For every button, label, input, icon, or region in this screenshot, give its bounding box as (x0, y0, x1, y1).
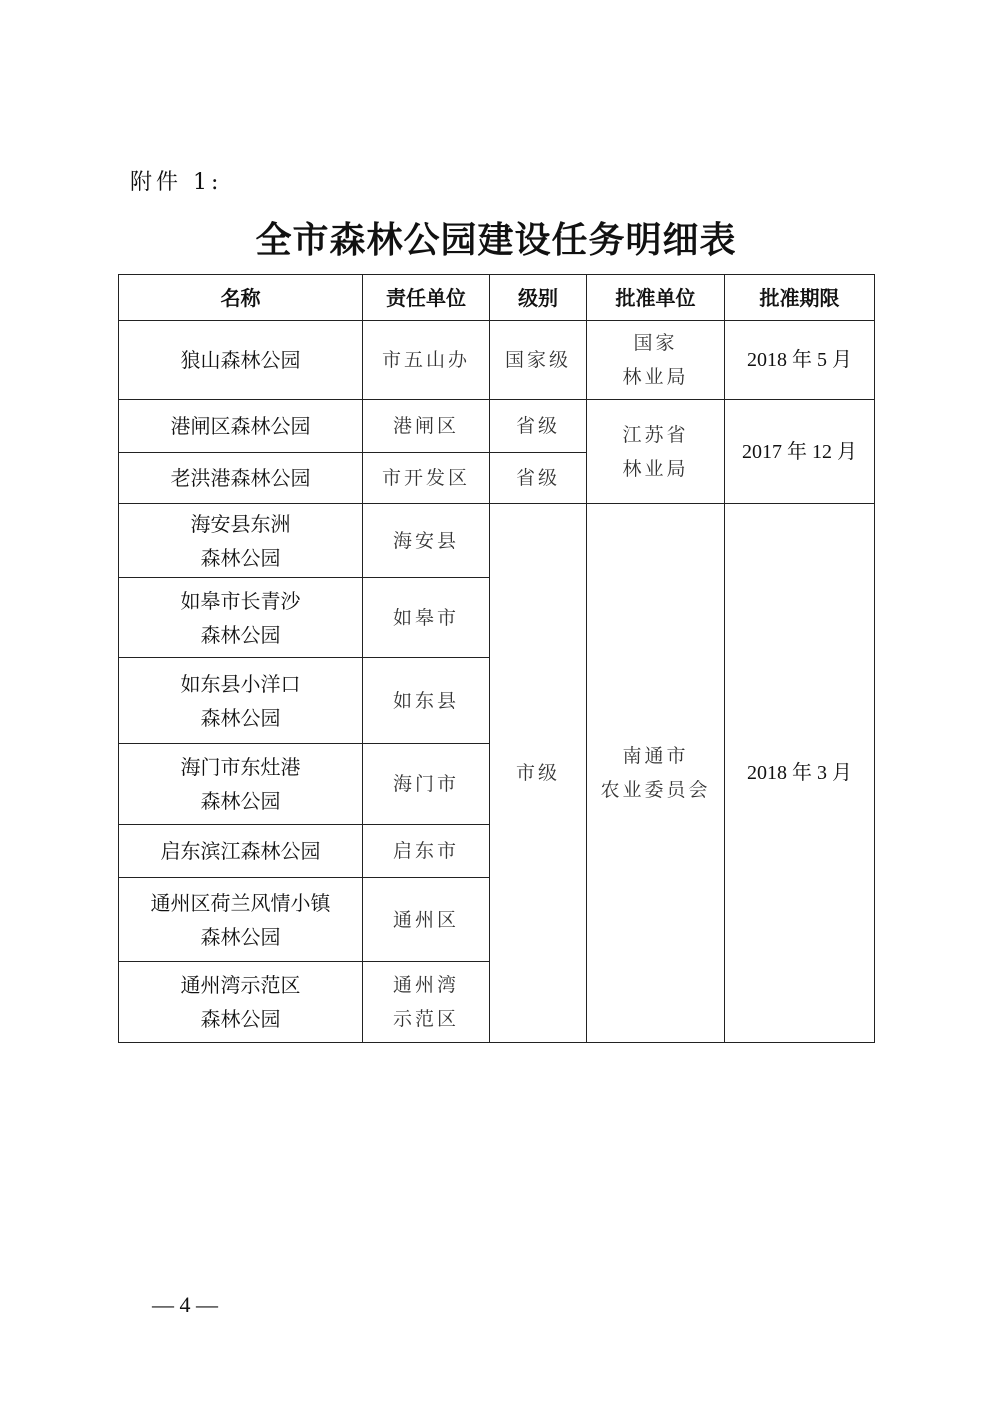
approval-period: 2017 年 12 月 (725, 400, 875, 504)
responsible-unit: 如东县 (363, 658, 490, 744)
park-level: 市级 (490, 504, 587, 1043)
park-name: 通州湾示范区 森林公园 (119, 962, 363, 1043)
task-detail-table (118, 274, 875, 1043)
responsible-unit: 海安县 (363, 504, 490, 578)
park-name: 如东县小洋口 森林公园 (119, 658, 363, 744)
responsible-unit: 通州湾 示范区 (363, 962, 490, 1043)
responsible-unit: 市开发区 (363, 453, 490, 504)
responsible-unit: 启东市 (363, 825, 490, 878)
approval-period: 2018 年 5 月 (725, 321, 875, 400)
approval-period: 2018 年 3 月 (725, 504, 875, 1043)
park-name: 狼山森林公园 (119, 321, 363, 400)
header-name: 名称 (119, 275, 363, 321)
table-header-row (119, 275, 875, 321)
park-level: 省级 (490, 453, 587, 504)
park-name: 港闸区森林公园 (119, 400, 363, 453)
approving-authority: 江苏省 林业局 (587, 400, 725, 504)
responsible-unit: 通州区 (363, 878, 490, 962)
responsible-unit: 海门市 (363, 744, 490, 825)
attachment-label: 附件 1: (130, 170, 223, 195)
table-row (119, 504, 875, 578)
page-number: — 4 — (152, 1292, 218, 1317)
responsible-unit: 市五山办 (363, 321, 490, 400)
header-approver: 批准单位 (587, 275, 725, 321)
responsible-unit: 港闸区 (363, 400, 490, 453)
approving-authority: 国家 林业局 (587, 321, 725, 400)
park-level: 国家级 (490, 321, 587, 400)
header-period: 批准期限 (725, 275, 875, 321)
header-level: 级别 (490, 275, 587, 321)
responsible-unit: 如皋市 (363, 578, 490, 658)
table-row (119, 321, 875, 400)
park-name: 如皋市长青沙 森林公园 (119, 578, 363, 658)
park-name: 启东滨江森林公园 (119, 825, 363, 878)
park-name: 海门市东灶港 森林公园 (119, 744, 363, 825)
table-row (119, 400, 875, 453)
park-name: 海安县东洲 森林公园 (119, 504, 363, 578)
park-name: 老洪港森林公园 (119, 453, 363, 504)
header-unit: 责任单位 (363, 275, 490, 321)
approving-authority: 南通市 农业委员会 (587, 504, 725, 1043)
park-level: 省级 (490, 400, 587, 453)
park-name: 通州区荷兰风情小镇 森林公园 (119, 878, 363, 962)
document-title: 全市森林公园建设任务明细表 (255, 220, 737, 261)
